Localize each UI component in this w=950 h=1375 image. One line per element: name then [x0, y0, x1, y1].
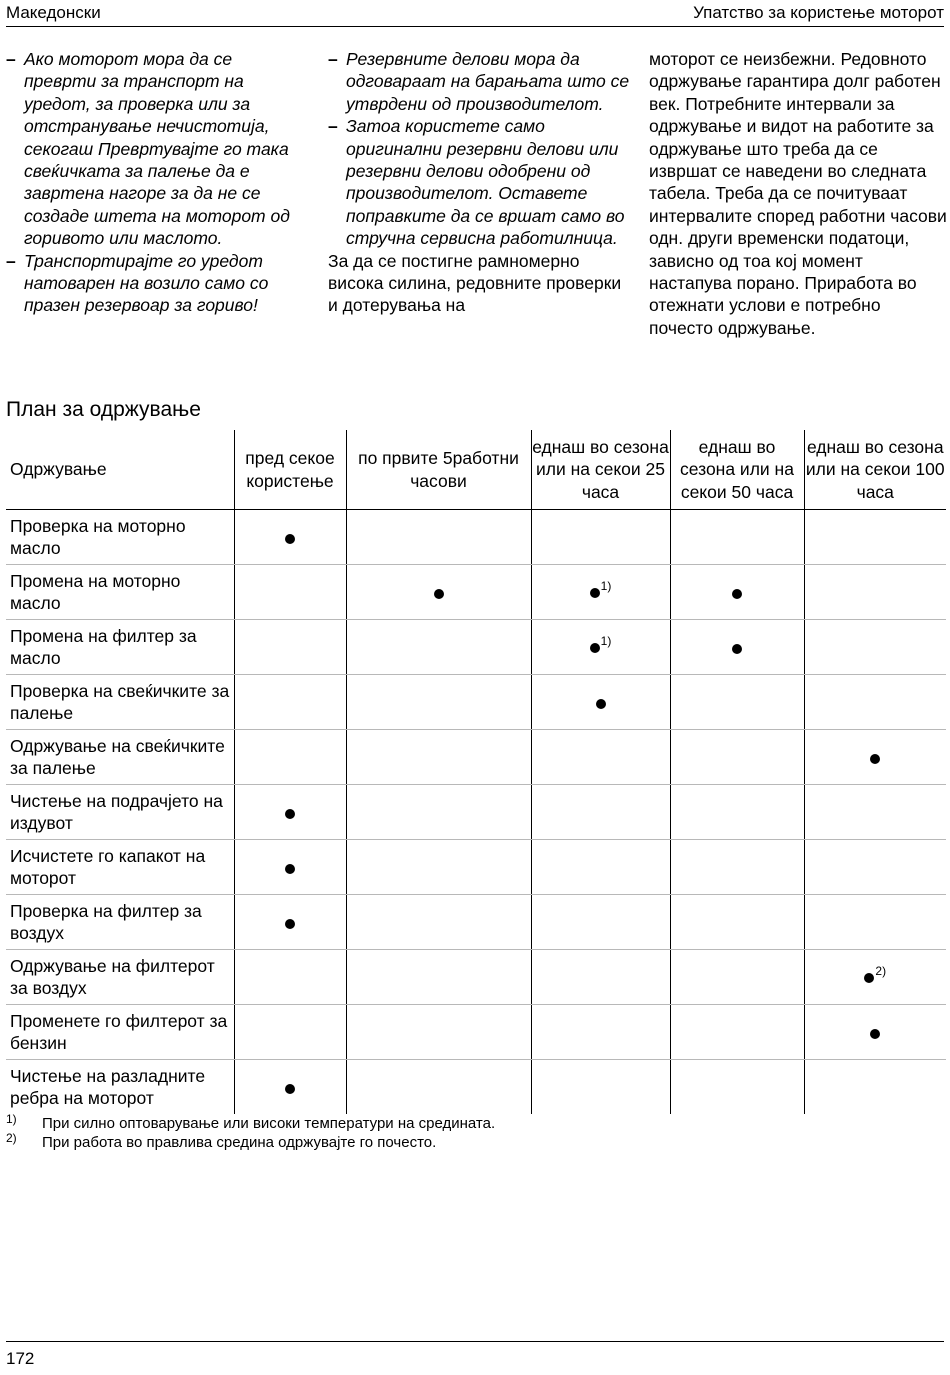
interval-cell — [234, 510, 346, 565]
page-header — [6, 0, 944, 27]
intro-columns — [6, 48, 946, 368]
interval-cell — [531, 565, 670, 620]
warning-bullet — [6, 250, 306, 317]
maintenance-task-label: Проверка на свеќичките за палење — [6, 675, 234, 730]
interval-cell — [346, 510, 531, 565]
interval-cell — [804, 785, 946, 840]
warning-bullet — [6, 48, 306, 250]
table-row — [6, 730, 946, 785]
table-row — [6, 675, 946, 730]
maintenance-task-label: Проверка на моторно масло — [6, 510, 234, 565]
maintenance-task-label: Промена на моторно масло — [6, 565, 234, 620]
interval-cell — [804, 620, 946, 675]
bullet-dot-icon — [870, 754, 880, 764]
table-row — [6, 620, 946, 675]
column-header: еднаш во сезона или на секои 25 часа — [531, 430, 670, 510]
table-row — [6, 1060, 946, 1115]
interval-cell — [346, 785, 531, 840]
footer-divider — [6, 1341, 944, 1342]
interval-cell — [670, 730, 804, 785]
maintenance-task-label: Проверка на филтер за воздух — [6, 895, 234, 950]
table-row — [6, 895, 946, 950]
interval-cell — [670, 1060, 804, 1115]
interval-cell — [531, 840, 670, 895]
page-number: 172 — [6, 1349, 35, 1368]
interval-cell — [346, 895, 531, 950]
bullet-dot-icon — [732, 644, 742, 654]
bullet-dot-icon — [870, 1029, 880, 1039]
header-manual-title: Упатство за користење моторот — [693, 3, 944, 22]
interval-cell — [234, 620, 346, 675]
maintenance-task-label: Одржување на филтерот за воздух — [6, 950, 234, 1005]
dash-icon: – — [6, 49, 16, 69]
body-paragraph: моторот се неизбежни. Редовното одржување гарантира долг работен век. Потребните интервали за одржување и видот на работите за одржување што треба да се извршат се наведени во следната табела. Треба да се почитуваат интервалите според работни часови одн. други временски податоци, зависно од тоа кој момент настапува порано. Приработа во отежнати услови е потребно почесто одржување. — [649, 49, 947, 338]
bullet-dot-icon — [285, 809, 295, 819]
interval-cell — [670, 1005, 804, 1060]
bullet-text: Затоа користете само оригинални резервни делови или резервни делови одобрени од производителот. Оставете поправките да се вршат само во стручна сервисна работилница. — [346, 116, 625, 249]
column-header: по првите 5работни часови — [346, 430, 531, 510]
footnote-reference: 1) — [600, 633, 612, 648]
interval-cell — [531, 620, 670, 675]
table-row — [6, 1005, 946, 1060]
dash-icon: – — [6, 250, 16, 271]
interval-cell — [804, 730, 946, 785]
maintenance-task-label: Чистење на подрачјето на издувот — [6, 785, 234, 840]
footnote-text: При работа во правлива средина одржувајте го почесто. — [42, 1134, 437, 1151]
interval-cell — [234, 785, 346, 840]
interval-cell — [670, 675, 804, 730]
table-header-row — [6, 430, 946, 510]
interval-cell — [670, 620, 804, 675]
interval-cell — [531, 1005, 670, 1060]
bullet-dot-icon — [590, 588, 600, 598]
bullet-text: Ако моторот мора да се преврти за транспорт на уредот, за проверка или за отстранување нечистотија, секогаш Превртувајте го така свеќичката за палење да е завртена нагоре за да не се создаде штета на моторот од горивото или маслото. — [24, 49, 290, 249]
table-row — [6, 840, 946, 895]
interval-cell — [234, 1005, 346, 1060]
bullet-dot-icon — [285, 864, 295, 874]
interval-cell — [804, 1005, 946, 1060]
column-header: пред секое користење — [234, 430, 346, 510]
interval-cell — [346, 620, 531, 675]
warning-bullet — [328, 115, 633, 249]
maintenance-task-label: Чистење на разладните ребра на моторот — [10, 1065, 206, 1108]
interval-cell — [346, 950, 531, 1005]
interval-cell — [804, 675, 946, 730]
footnote-reference: 1) — [600, 578, 612, 593]
footnote-text: При силно оптоварување или високи температури на средината. — [42, 1115, 496, 1132]
body-paragraph: За да се постигне рамномерно висока силина, редовните проверки и дотерувања на — [328, 250, 622, 316]
interval-cell — [804, 1060, 946, 1115]
footnote — [6, 1114, 495, 1133]
footnotes — [6, 1114, 495, 1152]
interval-cell — [804, 510, 946, 565]
footnote — [6, 1133, 495, 1152]
bullet-dot-icon — [434, 589, 444, 599]
interval-cell — [346, 1005, 531, 1060]
interval-cell — [234, 730, 346, 785]
interval-cell — [234, 895, 346, 950]
maintenance-task-label: Исчистете го капакот на моторот — [6, 840, 234, 895]
dash-icon: – — [328, 116, 338, 137]
bullet-text: Резервните делови мора да одговараат на барањата што се утврдени од производителот. — [346, 49, 630, 114]
footnote-marker: 1) — [6, 1112, 17, 1126]
bullet-dot-icon — [285, 919, 295, 929]
interval-cell — [670, 950, 804, 1005]
interval-cell — [670, 785, 804, 840]
bullet-dot-icon — [285, 534, 295, 544]
interval-cell — [531, 510, 670, 565]
interval-cell — [346, 1060, 531, 1115]
interval-cell — [234, 1060, 346, 1115]
interval-cell — [531, 1060, 670, 1115]
intro-column-1 — [6, 48, 306, 317]
interval-cell — [234, 565, 346, 620]
bullet-dot-icon — [864, 973, 874, 983]
maintenance-task-label: Одржување на свеќичките за палење — [6, 730, 234, 785]
section-title: План за одржување — [6, 398, 201, 421]
interval-cell — [346, 730, 531, 785]
bullet-dot-icon — [732, 589, 742, 599]
interval-cell — [670, 840, 804, 895]
table-row — [6, 950, 946, 1005]
maintenance-task-label: Променете го филтерот за бензин — [6, 1005, 234, 1060]
bullet-dot-icon — [590, 643, 600, 653]
column-header: Одржување — [6, 430, 234, 510]
table-row — [6, 565, 946, 620]
warning-bullet — [328, 48, 633, 115]
interval-cell — [531, 675, 670, 730]
maintenance-task-label: Промена на филтер за масло — [6, 620, 234, 675]
table-row — [6, 510, 946, 565]
intro-column-3 — [649, 48, 949, 339]
interval-cell — [670, 565, 804, 620]
interval-cell — [531, 950, 670, 1005]
footnote-marker: 2) — [6, 1131, 17, 1145]
interval-cell — [234, 950, 346, 1005]
intro-column-2 — [328, 48, 633, 317]
interval-cell — [234, 675, 346, 730]
interval-cell — [346, 840, 531, 895]
interval-cell — [804, 895, 946, 950]
bullet-dot-icon — [596, 699, 606, 709]
interval-cell — [670, 895, 804, 950]
interval-cell — [804, 950, 946, 1005]
column-header: еднаш во сезона или на секои 50 часа — [670, 430, 804, 510]
interval-cell — [804, 565, 946, 620]
table-body — [6, 510, 946, 1115]
bullet-text: Транспортирајте го уредот натоварен на возило само со празен резервоар за гориво! — [24, 250, 269, 316]
footnote-reference: 2) — [875, 963, 887, 978]
interval-cell — [804, 840, 946, 895]
bullet-dot-icon — [285, 1084, 295, 1094]
interval-cell — [670, 510, 804, 565]
interval-cell — [531, 895, 670, 950]
interval-cell — [531, 730, 670, 785]
column-header: еднаш во сезона или на секои 100 часа — [804, 430, 946, 510]
interval-cell — [234, 840, 346, 895]
interval-cell — [346, 675, 531, 730]
interval-cell — [531, 785, 670, 840]
header-language: Македонски — [6, 3, 101, 22]
maintenance-table — [6, 430, 946, 1114]
interval-cell — [346, 565, 531, 620]
table-row — [6, 785, 946, 840]
dash-icon: – — [328, 49, 338, 69]
